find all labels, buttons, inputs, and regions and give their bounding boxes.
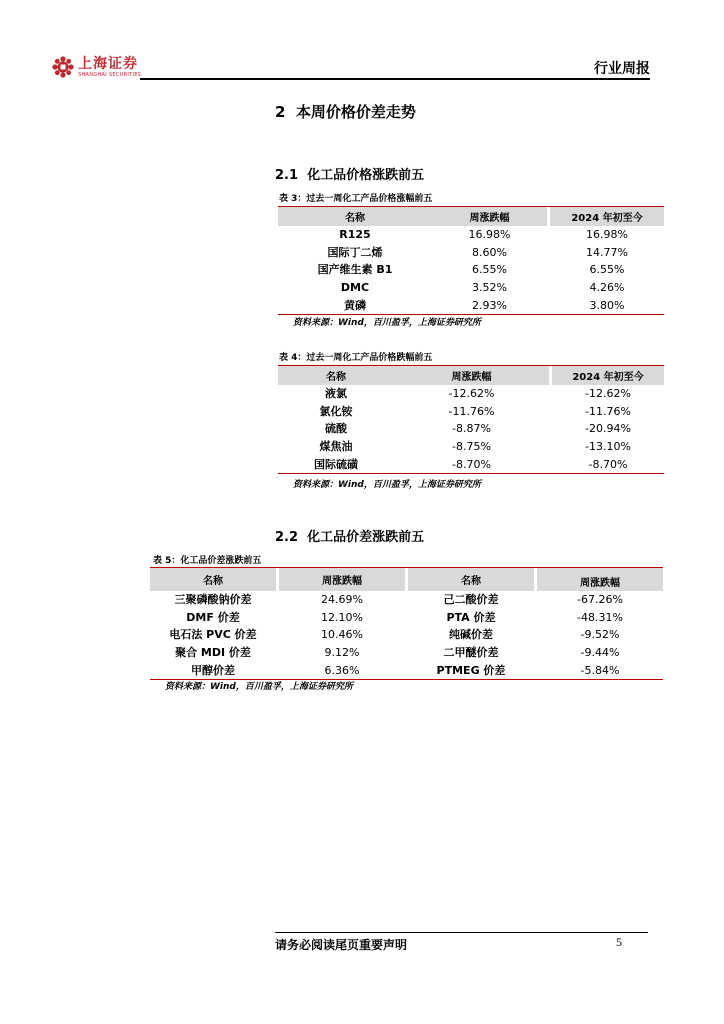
weekly-change: 16.98% — [468, 228, 511, 242]
spread-change: 6.36% — [324, 663, 360, 677]
weekly-change: -12.62% — [448, 387, 495, 401]
table3-caption: 表 3：过去一周化工产品价格涨幅前五 — [279, 194, 433, 204]
table-header-row — [278, 366, 664, 386]
product-name: 国际硫磺 — [314, 457, 358, 471]
product-name: R125 — [339, 228, 371, 242]
table4 — [278, 365, 664, 474]
table-header-row — [150, 568, 663, 592]
table-row — [150, 644, 663, 662]
table-row — [150, 609, 663, 627]
spread-name: 电石法 PVC 价差 — [169, 628, 257, 642]
weekly-change: -8.75% — [452, 440, 491, 454]
table-row — [278, 403, 664, 421]
ytd-change: 16.98% — [586, 228, 628, 242]
col-header-weekly-change: 周涨跌幅 — [432, 207, 547, 227]
product-name: DMC — [340, 281, 370, 295]
table4-caption: 表 4：过去一周化工产品价格跌幅前五 — [279, 353, 433, 363]
ytd-change: -11.76% — [585, 404, 631, 418]
weekly-change: -8.87% — [452, 422, 491, 436]
table3 — [278, 206, 664, 315]
ytd-change: -8.70% — [588, 457, 628, 471]
spread-change: -9.44% — [580, 646, 620, 660]
spread-name: 己二酸价差 — [443, 593, 499, 607]
company-logo — [52, 56, 141, 78]
subsection-title-2-1: 2.1 化工品价格涨跌前五 — [275, 168, 425, 183]
spread-change: -48.31% — [577, 610, 623, 624]
spread-name: DMF 价差 — [186, 610, 240, 624]
spread-change: -5.84% — [580, 663, 620, 677]
weekly-change: 2.93% — [472, 298, 507, 312]
weekly-change: -11.76% — [448, 404, 495, 418]
header-divider — [140, 78, 650, 80]
spread-name: 三聚磷酸钠价差 — [174, 593, 252, 607]
product-name: 国产维生素 B1 — [317, 263, 393, 277]
table-row — [278, 279, 664, 297]
ytd-change: 3.80% — [589, 298, 625, 312]
weekly-change: -8.70% — [452, 457, 491, 471]
col-header-ytd-change: 2024 年初至今 — [550, 207, 664, 227]
table-row — [278, 420, 664, 438]
table-row — [150, 626, 663, 644]
ytd-change: -20.94% — [585, 422, 631, 436]
spread-name: 甲醇价差 — [191, 663, 235, 677]
table4-source: 资料来源：Wind，百川盈孚，上海证券研究所 — [293, 480, 481, 490]
table-row — [278, 438, 664, 456]
weekly-change: 8.60% — [472, 245, 507, 259]
disclaimer-link[interactable]: 请务必阅读尾页重要声明 — [275, 938, 408, 952]
spread-name: PTMEG 价差 — [436, 663, 506, 677]
col-header-ytd-change: 2024 年初至今 — [552, 366, 664, 386]
table-row — [278, 455, 664, 473]
spread-change: -9.52% — [580, 628, 620, 642]
logo-chinese-name: 上海证券 — [78, 55, 138, 72]
table-row — [150, 661, 663, 679]
logo-emblem-icon — [52, 56, 74, 78]
ytd-change: 4.26% — [589, 281, 625, 295]
weekly-change: 6.55% — [472, 263, 507, 277]
col-header-name: 名称 — [278, 207, 432, 227]
product-name: 硫酸 — [325, 422, 347, 436]
spread-change: 9.12% — [324, 646, 360, 660]
col-header-weekly-change-left: 周涨跌幅 — [279, 568, 405, 592]
product-name: 液氯 — [325, 387, 347, 401]
ytd-change: -13.10% — [585, 440, 631, 454]
report-type-label: 行业周报 — [594, 61, 650, 77]
footer-divider — [275, 932, 648, 933]
table5-source: 资料来源：Wind，百川盈孚，上海证券研究所 — [165, 682, 353, 692]
col-header-weekly-change: 周涨跌幅 — [394, 366, 549, 386]
ytd-change: -12.62% — [585, 387, 631, 401]
col-header-name: 名称 — [278, 366, 394, 386]
spread-name: PTA 价差 — [446, 610, 496, 624]
col-header-weekly-change-right: 周涨跌幅 — [537, 568, 663, 592]
table-row — [278, 226, 664, 244]
product-name: 煤焦油 — [319, 440, 353, 454]
spread-change: 12.10% — [321, 610, 363, 624]
spread-name: 二甲醚价差 — [443, 646, 499, 660]
section-title: 2 本周价格价差走势 — [275, 103, 416, 121]
table3-source: 资料来源：Wind，百川盈孚，上海证券研究所 — [293, 318, 481, 328]
subsection-title-2-2: 2.2 化工品价差涨跌前五 — [275, 530, 425, 545]
table5 — [150, 567, 663, 680]
spread-name: 纯碱价差 — [449, 628, 493, 642]
product-name: 黄磷 — [344, 298, 366, 312]
ytd-change: 6.55% — [589, 263, 625, 277]
table-row — [150, 591, 663, 609]
weekly-change: 3.52% — [472, 281, 507, 295]
product-name: 国际丁二烯 — [327, 245, 383, 259]
col-header-name-left: 名称 — [150, 568, 276, 592]
logo-english-name: SHANGHAI SECURITIES — [78, 71, 142, 78]
table-header-row — [278, 207, 664, 227]
table-row — [278, 385, 664, 403]
table5-caption: 表 5：化工品价差涨跌前五 — [153, 556, 262, 566]
spread-name: 聚合 MDI 价差 — [175, 646, 251, 660]
ytd-change: 14.77% — [586, 245, 628, 259]
col-header-name-right: 名称 — [408, 568, 534, 592]
spread-change: 10.46% — [321, 628, 363, 642]
spread-change: 24.69% — [321, 593, 363, 607]
spread-change: -67.26% — [577, 593, 623, 607]
table-row — [278, 261, 664, 279]
table-row — [278, 244, 664, 262]
table-row — [278, 296, 664, 314]
product-name: 氯化铵 — [319, 404, 353, 418]
page-number: 5 — [616, 935, 622, 949]
